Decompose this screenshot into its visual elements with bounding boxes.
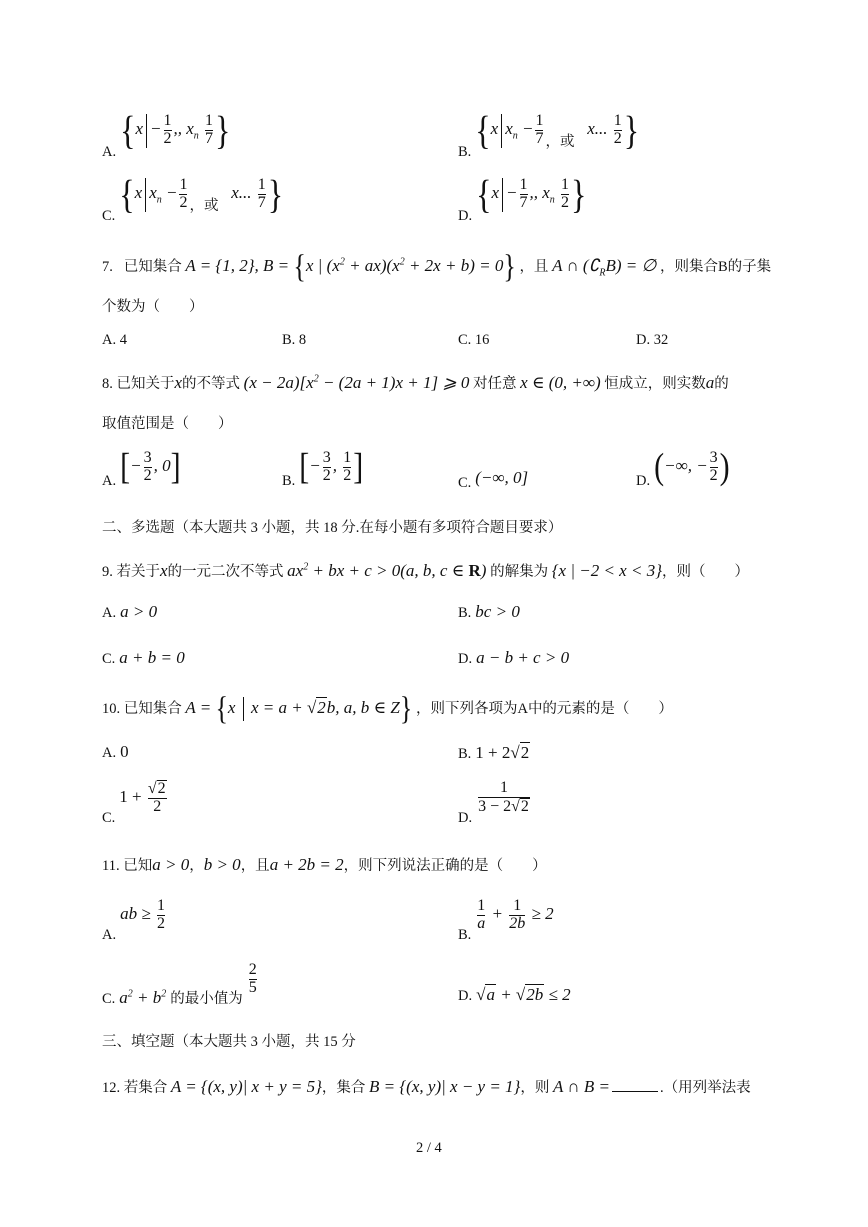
question-text: 个数为（ ） bbox=[102, 299, 204, 315]
answer-blank bbox=[612, 1091, 658, 1092]
q10-option-b bbox=[458, 742, 530, 763]
option-label: A. bbox=[102, 927, 117, 944]
option-label: C. bbox=[102, 651, 116, 667]
math-expression: $\frac{1}{a}$ + $\frac{1}{2b}$ ≥ 2 bbox=[477, 897, 554, 932]
q9-line1: 9. 若关于x的一元二次不等式 $ax^2$ + bx + c > 0(a, b, c ∈ R) 的解集为 {x | −2 < x < 3}，则（ ） bbox=[102, 561, 749, 580]
math-expression: {x $x_n$ − $\frac{1}{7}$ ，或 x... $\frac{1}{2}$ } bbox=[475, 107, 640, 153]
math-expression: (−∞, 0] bbox=[475, 468, 529, 487]
math-expression: A = {(x, y)| x + y = 5} bbox=[170, 1077, 322, 1096]
q8-line2 bbox=[102, 412, 233, 433]
math-expression: bc > 0 bbox=[475, 602, 520, 621]
math-expression: x ∈ (0, +∞) bbox=[520, 373, 601, 392]
math-expression: {x − $\frac{1}{7}$ ,, $x_n$ $\frac{1}{2}$ } bbox=[476, 171, 587, 217]
option-label: C. bbox=[458, 475, 472, 491]
math-expression: B = {(x, y)| x − y = 1} bbox=[369, 1077, 521, 1096]
question-number: 10. bbox=[102, 700, 121, 717]
q12-line1 bbox=[102, 1076, 751, 1097]
math-expression: $(x - 2a)[x^2 - (2a + 1)x + 1]$ ⩾ 0 bbox=[243, 373, 470, 392]
q11-option-d bbox=[458, 984, 571, 1005]
option-label: B. bbox=[458, 746, 472, 762]
question-text: 对任意 bbox=[472, 376, 517, 392]
q6-option-c bbox=[102, 171, 284, 225]
q8-option-d bbox=[636, 446, 730, 490]
math-expression: 1 + 2√2 bbox=[475, 743, 530, 762]
q7-line1 bbox=[102, 248, 772, 285]
option-label: A. bbox=[102, 745, 117, 761]
question-text: ，则集合 bbox=[659, 258, 718, 275]
question-text: ，则 bbox=[520, 1080, 550, 1096]
q11-option-c bbox=[102, 961, 259, 1008]
math-expression: 1 + $\frac{√2}{2}$ bbox=[119, 780, 166, 815]
q8-line1: 8. 已知关于x的不等式 $(x - 2a)[x^2 - (2a + 1)x + 1]$ ⩾ 0 对任意 x ∈ (0, +∞) 恒成立，则实数a的 bbox=[102, 373, 729, 392]
q10-option-d bbox=[458, 779, 532, 826]
math-expression: $a^2 + b^2$ bbox=[119, 988, 167, 1008]
option-label: C. bbox=[102, 208, 116, 225]
question-number: 11. bbox=[102, 858, 120, 874]
question-text: ，集合 bbox=[321, 1080, 366, 1096]
question-number: 7. bbox=[102, 258, 113, 275]
option-label: D. bbox=[458, 988, 473, 1004]
question-text: 中的元素的是（ ） bbox=[527, 700, 673, 717]
math-expression: 0 bbox=[120, 742, 129, 761]
math-expression: ab ≥ $\frac{1}{2}$ bbox=[120, 897, 165, 932]
math-expression: {x − $\frac{1}{2}$ ,, $x_n$ $\frac{1}{7}$ } bbox=[120, 107, 231, 153]
math-expression: a − b + c > 0 bbox=[476, 648, 570, 667]
option-label: C. bbox=[102, 809, 116, 826]
question-text: ， bbox=[189, 858, 204, 874]
question-text: 的最小值为 bbox=[170, 991, 243, 1008]
question-number: 8. bbox=[102, 376, 113, 392]
question-text: 已知集合 bbox=[123, 700, 182, 717]
math-expression: {x | −2 < x < 3} bbox=[551, 561, 662, 580]
q8-option-b bbox=[282, 446, 364, 490]
option-label: A. bbox=[102, 144, 117, 161]
math-expression: $ax^2$ + bx + c > 0(a, b, c ∈ R) bbox=[287, 561, 487, 580]
question-number: 9. bbox=[102, 564, 113, 580]
set-letter: A bbox=[517, 700, 528, 717]
question-text: 已知集合 bbox=[123, 258, 182, 275]
question-text: 取值范围是（ ） bbox=[102, 416, 233, 432]
question-text: 的解集为 bbox=[490, 564, 549, 580]
q7-option-b: B. 8 bbox=[282, 332, 307, 348]
option-label: D. bbox=[458, 809, 473, 826]
option-label: B. bbox=[458, 927, 472, 944]
question-text: ，则（ ） bbox=[662, 564, 749, 580]
math-expression: √a + √2b ≤ 2 bbox=[476, 985, 571, 1004]
question-number: 12. bbox=[102, 1080, 121, 1096]
question-text: 已知关于 bbox=[116, 376, 175, 392]
q6-option-b bbox=[458, 107, 640, 161]
q9-option-b bbox=[458, 602, 520, 622]
question-text: 恒成立，则实数 bbox=[604, 376, 706, 392]
math-expression: [− $\frac{3}{2}$ , 0] bbox=[120, 446, 181, 488]
option-label: D. bbox=[636, 473, 651, 490]
question-text: 的一元二次不等式 bbox=[167, 564, 284, 580]
math-expression: A ∩ $(∁_RB)$ = ∅ bbox=[552, 255, 657, 279]
q10-option-a bbox=[102, 742, 129, 762]
q11-option-a bbox=[102, 897, 167, 944]
math-expression: A = {1, 2}, B = {x | $(x^2 + ax)(x^2 + 2x + b) = 0$} bbox=[185, 248, 516, 285]
q9-option-a bbox=[102, 602, 157, 622]
math-expression: A = {x x = a + √2b, a, b ∈ Z} bbox=[185, 690, 413, 727]
question-text: .（用列举法表 bbox=[659, 1080, 751, 1096]
math-expression: A ∩ B = bbox=[552, 1077, 610, 1096]
question-text: ，则下列各项为 bbox=[415, 700, 518, 717]
math-expression: a > 0 bbox=[120, 602, 158, 621]
question-text: 若集合 bbox=[123, 1080, 168, 1096]
option-label: A. bbox=[102, 473, 117, 490]
set-letter: B bbox=[717, 258, 728, 275]
q9-option-d bbox=[458, 648, 569, 668]
option-label: A. bbox=[102, 605, 117, 621]
question-text: 的不等式 bbox=[182, 376, 241, 392]
question-text: 的子集 bbox=[727, 258, 772, 275]
question-text: ，则下列说法正确的是（ ） bbox=[343, 858, 547, 874]
page-number: 2 / 4 bbox=[416, 1140, 442, 1156]
math-expression: a + b = 0 bbox=[119, 648, 185, 667]
math-expression: $\frac{2}{5}$ bbox=[248, 961, 257, 996]
question-text: 已知 bbox=[123, 858, 153, 874]
math-expression: $\frac{1}{3 - 2√2}$ bbox=[478, 779, 529, 815]
option-label: B. bbox=[458, 144, 472, 161]
option-label: D. bbox=[458, 651, 473, 667]
q11-option-b bbox=[458, 897, 554, 944]
question-text: ，且 bbox=[240, 858, 270, 874]
or-text: ，或 bbox=[189, 198, 219, 215]
q7-option-c: C. 16 bbox=[458, 332, 490, 348]
option-label: D. bbox=[458, 208, 473, 225]
math-expression: {x $x_n$ − $\frac{1}{2}$ ，或 x... $\frac{1}{7}$ } bbox=[119, 171, 284, 217]
q6-option-a bbox=[102, 107, 231, 161]
question-text: ，且 bbox=[519, 258, 549, 275]
option-label: B. bbox=[458, 605, 472, 621]
q8-option-a bbox=[102, 446, 181, 490]
math-expression: (−∞, − $\frac{3}{2}$ ) bbox=[654, 446, 730, 488]
section-heading: 三、填空题（本大题共 3 小题，共 15 分 bbox=[102, 1034, 356, 1050]
question-text: 若关于 bbox=[116, 564, 160, 580]
option-label: B. bbox=[282, 473, 296, 490]
q10-option-c bbox=[102, 780, 169, 826]
or-text: ，或 bbox=[545, 134, 575, 151]
q10-line1 bbox=[102, 690, 673, 727]
option-label: C. bbox=[102, 991, 116, 1008]
q9-option-c bbox=[102, 648, 185, 668]
question-text: 的 bbox=[714, 376, 729, 392]
q8-option-c bbox=[458, 468, 529, 491]
section-heading: 二、多选题（本大题共 3 小题，共 18 分.在每小题有多项符合题目要求） bbox=[102, 520, 563, 536]
q11-line1: 11. 已知a > 0，b > 0，且a + 2b = 2，则下列说法正确的是（ ） bbox=[102, 855, 547, 874]
q6-option-d bbox=[458, 171, 587, 225]
math-expression: [− $\frac{3}{2}$ , $\frac{1}{2}$ ] bbox=[299, 446, 364, 488]
q7-option-a: A. 4 bbox=[102, 332, 127, 348]
q7-line2 bbox=[102, 295, 204, 316]
q7-option-d: D. 32 bbox=[636, 332, 669, 348]
